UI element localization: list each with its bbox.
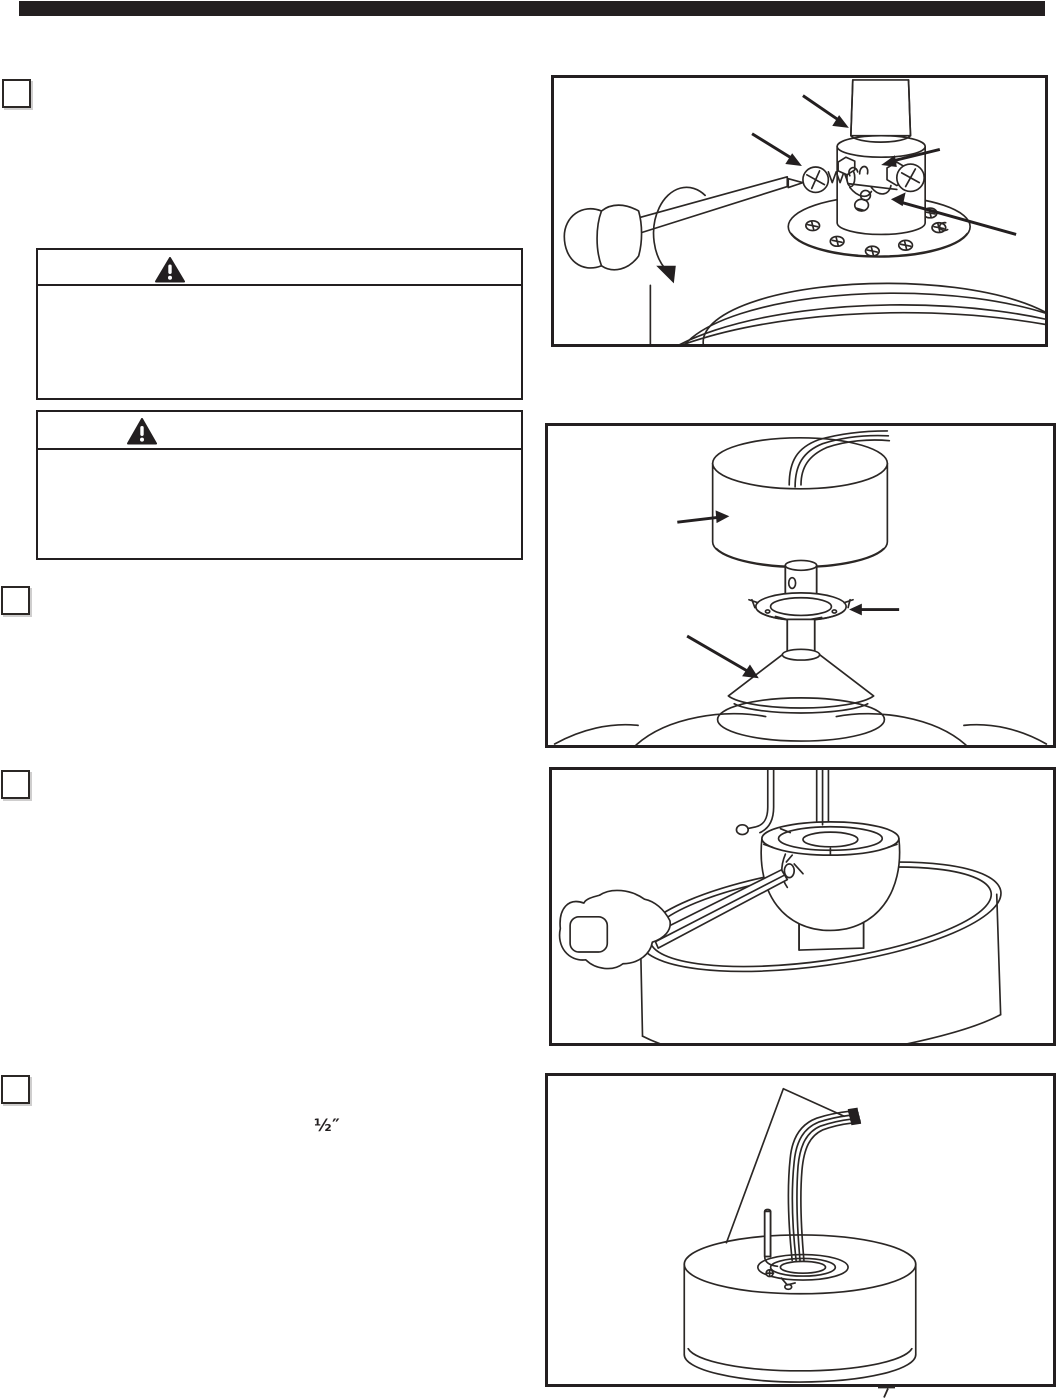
- warning-triangle-icon: [155, 257, 185, 283]
- step-marker-1: [2, 79, 31, 108]
- half-inch-label: ½″: [314, 1116, 341, 1136]
- figure-2-drawing: [548, 426, 1053, 745]
- figure-3-drawing: [552, 770, 1053, 1043]
- downrod-setscrew-tightening-illustration: [551, 75, 1048, 347]
- hanger-ball-screw-tightening-illustration: [549, 767, 1056, 1046]
- figure-1-drawing: [554, 78, 1045, 344]
- figure-4-drawing: [548, 1076, 1053, 1384]
- canopy-ring-collar-cover-illustration: [545, 423, 1056, 748]
- cutoff-fragment: [876, 1386, 898, 1398]
- warning-box-1-header: [38, 250, 521, 286]
- warning-box-2-header: [38, 412, 521, 450]
- step-marker-3: [1, 770, 30, 799]
- step-marker-4: [1, 1075, 30, 1104]
- page-header-bar: [19, 1, 1045, 16]
- step-marker-2: [1, 586, 30, 615]
- warning-box-1: [36, 248, 523, 400]
- warning-triangle-icon: [127, 418, 157, 445]
- warning-box-2: [36, 410, 523, 560]
- motor-housing-wiring-illustration: [545, 1073, 1056, 1387]
